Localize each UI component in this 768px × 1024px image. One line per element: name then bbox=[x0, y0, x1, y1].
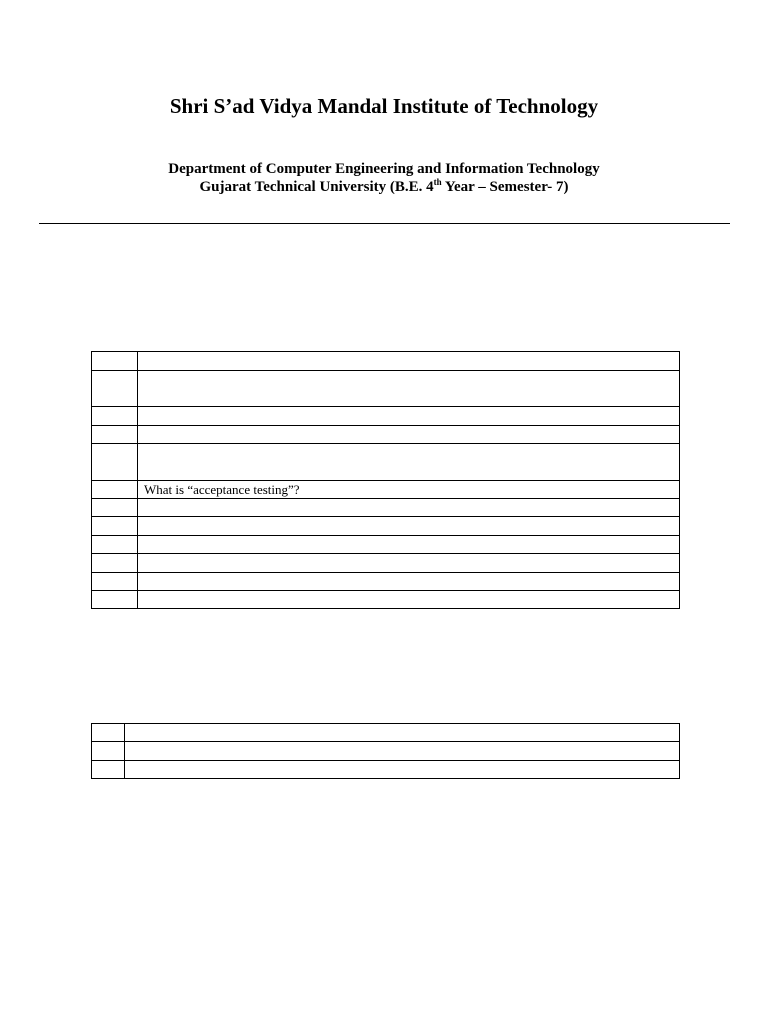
table-row bbox=[92, 481, 680, 499]
university-superscript: th bbox=[433, 177, 442, 187]
question-text-cell bbox=[138, 517, 680, 536]
question-number-cell bbox=[92, 407, 138, 426]
question-text-cell bbox=[138, 407, 680, 426]
question-number-cell bbox=[92, 724, 125, 742]
table-row bbox=[92, 742, 680, 761]
table-row bbox=[92, 536, 680, 554]
question-number-cell bbox=[92, 352, 138, 371]
question-number-cell bbox=[92, 554, 138, 573]
question-number-cell bbox=[92, 742, 125, 761]
question-number-cell bbox=[92, 761, 125, 779]
table-row bbox=[92, 554, 680, 573]
question-text-cell bbox=[138, 573, 680, 591]
header-divider bbox=[39, 223, 730, 224]
question-number-cell bbox=[92, 444, 138, 481]
question-text-cell bbox=[138, 554, 680, 573]
question-number-cell bbox=[92, 481, 138, 499]
question-table-two bbox=[91, 723, 680, 779]
question-text-cell bbox=[138, 352, 680, 371]
university-heading bbox=[0, 178, 768, 197]
question-number-cell bbox=[92, 371, 138, 407]
table-row bbox=[92, 426, 680, 444]
table-row bbox=[92, 591, 680, 609]
department-heading: Department of Computer Engineering and Information Technology bbox=[168, 161, 600, 177]
question-text-cell bbox=[138, 499, 680, 517]
question-text-cell bbox=[138, 371, 680, 407]
table-row bbox=[92, 724, 680, 742]
table-row bbox=[92, 444, 680, 481]
university-prefix: Gujarat Technical University (B.E. 4 bbox=[199, 179, 434, 195]
question-number-cell bbox=[92, 536, 138, 554]
table-row bbox=[92, 573, 680, 591]
question-text-cell: What is “acceptance testing”? bbox=[138, 481, 680, 499]
question-text-cell bbox=[138, 426, 680, 444]
table-row bbox=[92, 499, 680, 517]
question-text-cell bbox=[138, 591, 680, 609]
university-suffix: Year – Semester- 7) bbox=[441, 179, 569, 195]
question-table-one bbox=[91, 351, 680, 609]
question-number-cell bbox=[92, 517, 138, 536]
table-row bbox=[92, 761, 680, 779]
table-row bbox=[92, 517, 680, 536]
question-number-cell bbox=[92, 426, 138, 444]
table-row bbox=[92, 352, 680, 371]
question-text-cell bbox=[138, 536, 680, 554]
question-text-cell bbox=[125, 761, 680, 779]
question-text-cell bbox=[125, 724, 680, 742]
question-number-cell bbox=[92, 591, 138, 609]
question-number-cell bbox=[92, 573, 138, 591]
question-number-cell bbox=[92, 499, 138, 517]
question-text-cell bbox=[125, 742, 680, 761]
table-row bbox=[92, 407, 680, 426]
table-row bbox=[92, 371, 680, 407]
question-text-cell bbox=[138, 444, 680, 481]
institute-title: Shri S’ad Vidya Mandal Institute of Technology bbox=[169, 94, 599, 118]
